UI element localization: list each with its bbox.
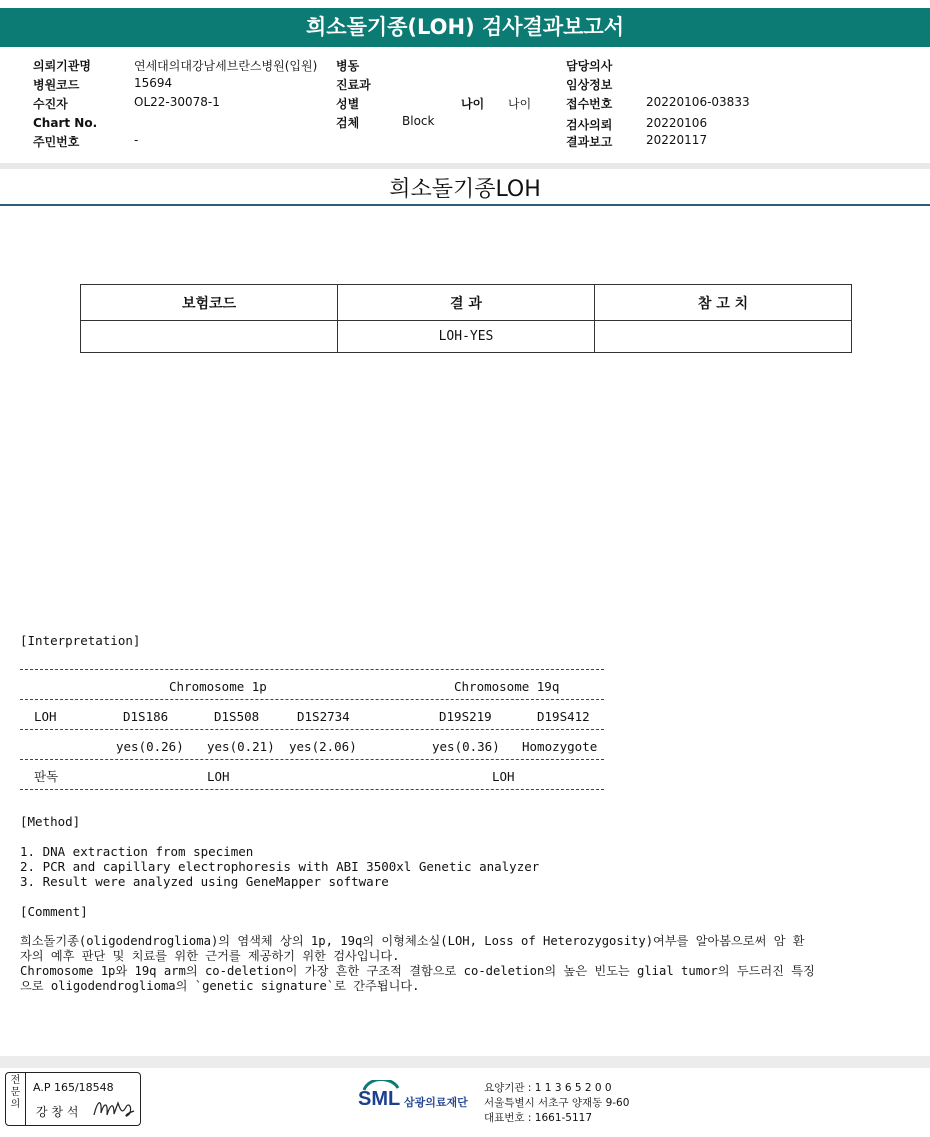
age-label: 나이 bbox=[461, 97, 485, 111]
sex-label: 성별 bbox=[336, 97, 360, 111]
chromosome-19q-header: Chromosome 19q bbox=[454, 679, 560, 694]
report-date-label: 결과보고 bbox=[566, 135, 613, 149]
chromosome-1p-header: Chromosome 1p bbox=[169, 679, 267, 694]
verdict-label: 판독 bbox=[34, 769, 59, 784]
address: 서울특별시 서초구 양재동 9-60 bbox=[484, 1097, 630, 1109]
stamp-license: A.P 165/18548 bbox=[33, 1081, 114, 1094]
value-d1s186: yes(0.26) bbox=[116, 739, 184, 754]
marker-d19s412: D19S412 bbox=[537, 709, 590, 724]
method-line-3: 3. Result were analyzed using GeneMapper software bbox=[20, 874, 389, 889]
result-table bbox=[80, 284, 852, 353]
dept-label: 진료과 bbox=[336, 78, 371, 92]
value-d1s508: yes(0.21) bbox=[207, 739, 275, 754]
request-label: 검사의뢰 bbox=[566, 118, 613, 132]
specimen-value: Block bbox=[402, 114, 435, 128]
loh-row-label: LOH bbox=[34, 709, 57, 724]
hospital-code-value: 15694 bbox=[134, 76, 173, 90]
stamp-vertical-label: 전문의 bbox=[6, 1073, 26, 1125]
pathologist-stamp bbox=[5, 1072, 141, 1126]
result-header: 결 과 bbox=[338, 285, 595, 321]
marker-d1s186: D1S186 bbox=[123, 709, 169, 724]
resident-label: 주민번호 bbox=[33, 135, 80, 149]
doctor-label: 담당의사 bbox=[566, 59, 613, 73]
footer-divider bbox=[0, 1056, 930, 1068]
divider bbox=[20, 759, 604, 760]
method-line-2: 2. PCR and capillary electrophoresis with ABI 3500xl Genetic analyzer bbox=[20, 859, 540, 874]
specimen-label: 검체 bbox=[336, 116, 360, 130]
request-value: 20220106 bbox=[646, 116, 708, 130]
comment-line-2: 자의 예후 판단 및 치료를 위한 근거를 제공하기 위한 검사입니다. bbox=[20, 949, 400, 963]
comment-line-4: 으로 oligodendroglioma의 `genetic signature`로 간주됩니다. bbox=[20, 979, 420, 993]
institution-code: 요양기관 : 1 1 3 6 5 2 0 0 bbox=[484, 1082, 612, 1094]
logo-text: SML bbox=[358, 1088, 401, 1110]
value-d19s219: yes(0.36) bbox=[432, 739, 500, 754]
recipient-label: 수진자 bbox=[33, 97, 68, 111]
age-value: 나이 bbox=[508, 97, 532, 111]
report-title: 희소돌기종(LOH) 검사결과보고서 bbox=[0, 8, 930, 47]
divider bbox=[20, 789, 604, 790]
marker-d19s219: D19S219 bbox=[439, 709, 492, 724]
institution-label: 의뢰기관명 bbox=[33, 59, 91, 73]
ward-label: 병동 bbox=[336, 59, 360, 73]
resident-value: - bbox=[134, 133, 139, 147]
chart-label: Chart No. bbox=[33, 116, 98, 130]
result-cell: LOH-YES bbox=[338, 321, 595, 353]
header-divider bbox=[0, 163, 930, 169]
receipt-value: 20220106-03833 bbox=[646, 95, 750, 109]
hospital-code-label: 병원코드 bbox=[33, 78, 80, 92]
value-d1s2734: yes(2.06) bbox=[289, 739, 357, 754]
interpretation-heading: [Interpretation] bbox=[20, 633, 141, 648]
institution-value: 연세대의대강남세브란스병원(입원) bbox=[134, 59, 318, 73]
foundation-name: 삼광의료재단 bbox=[404, 1096, 468, 1109]
test-name-heading: 희소돌기종LOH bbox=[389, 177, 541, 202]
stamp-name: 강 창 석 bbox=[36, 1105, 79, 1119]
comment-heading: [Comment] bbox=[20, 904, 88, 919]
report-date-value: 20220117 bbox=[646, 133, 708, 147]
insurance-code-header: 보험코드 bbox=[81, 285, 338, 321]
marker-d1s2734: D1S2734 bbox=[297, 709, 350, 724]
recipient-value: OL22-30078-1 bbox=[134, 95, 220, 109]
marker-d1s508: D1S508 bbox=[214, 709, 260, 724]
divider bbox=[20, 729, 604, 730]
divider bbox=[20, 669, 604, 670]
verdict-1p: LOH bbox=[207, 769, 230, 784]
reference-header: 참 고 치 bbox=[595, 285, 852, 321]
method-line-1: 1. DNA extraction from specimen bbox=[20, 844, 254, 859]
reference-cell bbox=[595, 321, 852, 353]
comment-line-3: Chromosome 1p와 19q arm의 co-deletion이 가장 흔한 구조적 결함으로 co-deletion의 높은 빈도는 glial tumor의 두드러진 특징 bbox=[20, 964, 815, 978]
value-d19s412: Homozygote bbox=[522, 739, 598, 754]
verdict-19q: LOH bbox=[492, 769, 515, 784]
comment-line-1: 희소돌기종(oligodendroglioma)의 염색체 상의 1p, 19q의 이형체소실(LOH, Loss of Heterozygosity)여부를 알아봄으로써 암 환 bbox=[20, 934, 805, 948]
heading-underline bbox=[0, 204, 930, 206]
receipt-label: 접수번호 bbox=[566, 97, 613, 111]
clinical-label: 임상정보 bbox=[566, 78, 613, 92]
phone: 대표번호 : 1661-5117 bbox=[484, 1112, 593, 1124]
divider bbox=[20, 699, 604, 700]
method-heading: [Method] bbox=[20, 814, 81, 829]
signature bbox=[92, 1095, 136, 1121]
insurance-code-cell bbox=[81, 321, 338, 353]
